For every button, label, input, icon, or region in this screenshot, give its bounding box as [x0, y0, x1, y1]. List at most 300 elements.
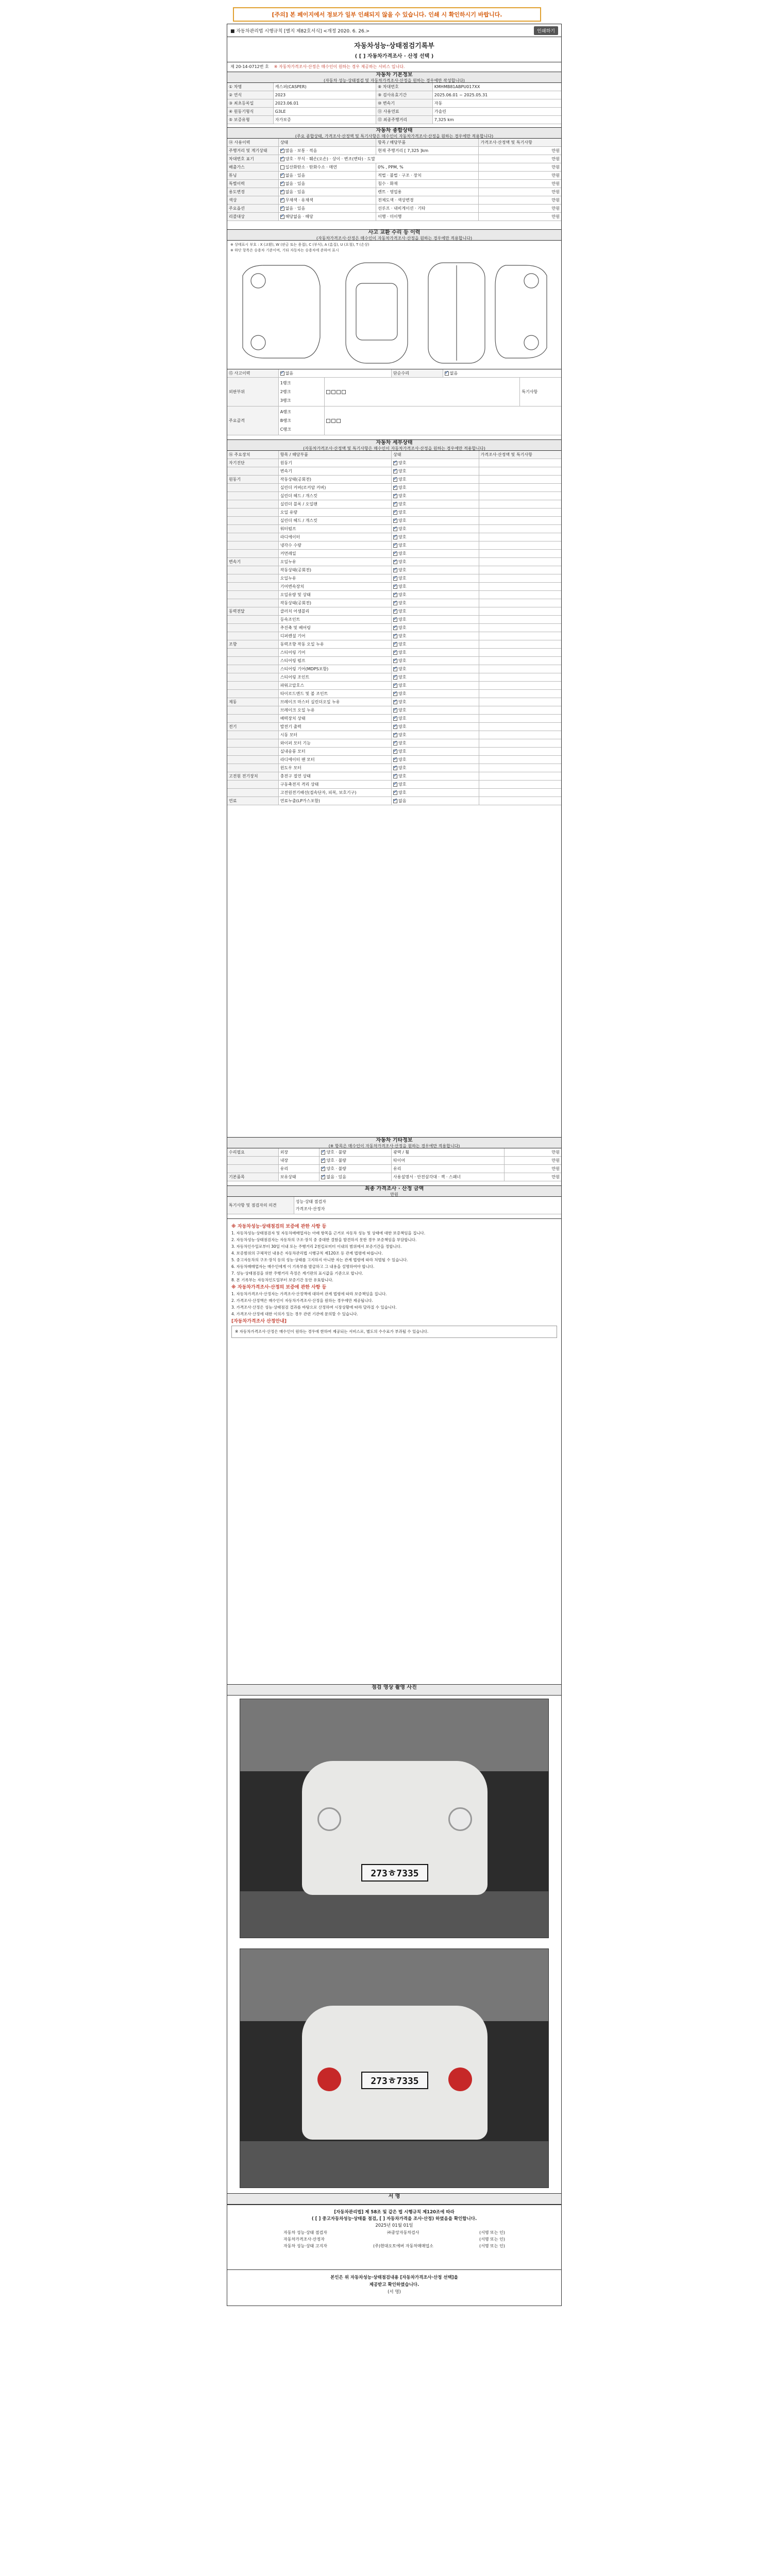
other-info-table	[227, 1148, 561, 1181]
checkbox-icon[interactable]	[393, 568, 397, 572]
cell-label: 외판부위	[227, 378, 279, 406]
checkbox-icon[interactable]	[280, 190, 284, 194]
checkbox-icon[interactable]	[393, 651, 397, 655]
device-state	[392, 640, 479, 648]
price-cell	[479, 789, 562, 796]
checkbox-icon[interactable]	[393, 609, 397, 614]
checkbox-icon[interactable]	[321, 1150, 325, 1155]
photo-header	[227, 1684, 561, 1696]
checkbox-icon[interactable]	[393, 766, 397, 770]
cell-value: 사용설명서 · 안전삼각대 · 잭 · 스패너	[392, 1173, 505, 1181]
basic-info-table	[227, 83, 561, 124]
checkbox-icon[interactable]	[393, 478, 397, 482]
state-label: 양호	[398, 741, 407, 745]
device-state	[392, 492, 479, 500]
device-state	[392, 764, 479, 772]
checkbox-icon[interactable]	[393, 799, 397, 803]
state-label: 양호	[398, 658, 407, 663]
cell-label: ③ 최초등록일	[227, 99, 274, 107]
cell-value: 침수 · 화재	[376, 180, 479, 188]
note-paragraph: 7. 성능·상태점검을 위한 주행거리 측정은 계기판의 표시값을 기준으로 합니다.	[231, 1271, 363, 1276]
checkbox-icon[interactable]	[321, 1175, 325, 1179]
column-header: 가격조사·산정액 및 특기사항	[479, 139, 561, 146]
table-row	[227, 509, 561, 517]
inspector-opinion: 성능·상태 점검자	[295, 1199, 326, 1204]
legend-symbols: ※ 상태표시 부호 : X (교환), W (판금 또는 용접), C (부식), A (흠집), U (요철), T (손상)	[230, 243, 369, 247]
column-header: 항목 / 해당부품	[279, 451, 392, 459]
device-item: 와이퍼 모터 기능	[279, 739, 392, 747]
device-state	[392, 739, 479, 747]
checkbox-icon[interactable]	[280, 157, 284, 161]
notice-bar	[233, 7, 541, 22]
device-item: 라디에이터 팬 모터	[279, 756, 392, 764]
device-item: 작동상태(공회전)	[279, 476, 392, 483]
table-row	[227, 378, 561, 406]
table-row	[227, 1173, 561, 1181]
warranty-title: ※ 자동차성능·상태점검의 보증에 관한 사항 등	[231, 1224, 327, 1229]
device-item: 라디에이터	[279, 533, 392, 541]
price-cell	[479, 624, 562, 632]
table-row	[227, 83, 561, 91]
table-row	[227, 369, 561, 378]
photo-ground	[240, 1891, 548, 1938]
checkbox-icon[interactable]	[342, 390, 346, 394]
device-group-label	[227, 525, 279, 533]
checkbox-icon[interactable]	[393, 791, 397, 795]
table-row	[227, 517, 561, 525]
checkbox-icon[interactable]	[393, 544, 397, 548]
note-paragraph: 3. 가격조사·산정은 성능·상태점검 결과를 바탕으로 산정하며 시장상황에 따라 달라질 수 있습니다.	[231, 1305, 397, 1310]
state-label: 양호	[398, 469, 407, 473]
device-group-label	[227, 616, 279, 623]
note-paragraph: 2. 가격조사·산정액은 매수인이 자동차가격조사·산정을 원하는 경우에만 제공됩니다.	[231, 1298, 373, 1303]
final-price-title: 최종 가격조사 · 산정 금액	[364, 1186, 424, 1192]
table-row	[227, 624, 561, 632]
basic-info-header	[227, 72, 561, 83]
signer-name: (주)현대오토에버 자동차매매업소	[373, 2244, 433, 2248]
checkbox-icon[interactable]	[393, 642, 397, 647]
cell-value: 만원	[551, 165, 560, 170]
state-label: 양호	[398, 683, 407, 688]
state-label: 양호	[398, 700, 407, 704]
print-button[interactable]: 인쇄하기	[534, 26, 558, 35]
column-header: 가격조사·산정액 및 특기사항	[479, 451, 562, 459]
signature-title: 서 명	[388, 2194, 400, 2199]
table-row	[227, 1148, 561, 1157]
state-label: 양호	[398, 667, 407, 671]
device-state	[392, 484, 479, 492]
cell-value: 보유상태	[279, 1173, 320, 1181]
device-state	[392, 624, 479, 632]
checkbox-icon[interactable]	[393, 527, 397, 531]
checkbox-icon[interactable]	[393, 725, 397, 729]
device-item: 원동기	[279, 459, 392, 467]
cell-value: 만원	[551, 157, 560, 161]
cell-value	[443, 369, 561, 377]
checkbox-icon[interactable]	[393, 486, 397, 490]
checkbox-icon[interactable]	[393, 692, 397, 696]
checkbox-icon[interactable]	[393, 511, 397, 515]
signature-field[interactable]: (서명 또는 인)	[479, 2237, 505, 2242]
cell-value	[279, 172, 376, 179]
device-group-label	[227, 649, 279, 656]
table-header-row	[227, 451, 561, 459]
taillight-icon	[448, 2067, 472, 2091]
state-label: 양호	[398, 485, 407, 490]
state-label: 양호	[398, 527, 407, 531]
state-label: 양호	[398, 592, 407, 597]
cell-label: ② 연식	[227, 91, 274, 99]
device-state	[392, 789, 479, 796]
checkbox-icon[interactable]	[393, 717, 397, 721]
cell-value: 전체도색 · 색상변경	[376, 196, 479, 204]
state-label: 양호	[398, 749, 407, 754]
device-item: 오일 유량	[279, 509, 392, 516]
state-options: 일산화탄소 · 탄화수소 · 매연	[285, 165, 337, 170]
note-paragraph: 4. 가격조사·산정에 대한 이의가 있는 경우 관련 기관에 문의할 수 있습니다.	[231, 1312, 358, 1316]
device-item: 오일유량 및 상태	[279, 591, 392, 599]
device-item: 오일누유	[279, 558, 392, 566]
checkbox-icon[interactable]	[280, 182, 284, 186]
price-cell	[479, 484, 562, 492]
checkbox-icon[interactable]	[393, 469, 397, 473]
state-label: 양호	[398, 568, 407, 572]
device-state	[392, 715, 479, 722]
device-state	[392, 797, 479, 805]
device-group-label	[227, 789, 279, 796]
detail-state-title: 자동차 세부상태	[376, 440, 413, 446]
cell-value: KMHMB81ABPU017XX	[434, 84, 480, 89]
table-row	[227, 459, 561, 467]
table-row	[227, 599, 561, 607]
device-item: 발전기 출력	[279, 723, 392, 731]
device-item: 동력조향 작동 오일 누유	[279, 640, 392, 648]
device-group-label	[227, 715, 279, 722]
checkbox-icon[interactable]	[331, 419, 335, 423]
cell-value: 선루프 · 내비게이션 · 기타	[376, 205, 479, 212]
checkbox-icon[interactable]	[337, 419, 341, 423]
cell-value: 자동	[434, 101, 443, 106]
state-label: 양호	[398, 766, 407, 770]
checkbox-icon[interactable]	[393, 552, 397, 556]
device-group-label	[227, 541, 279, 549]
price-cell	[479, 764, 562, 772]
basic-info-subtitle: (자동차 성능·상태점검 및 자동차가격조사·산정을 원하는 경우에만 작성합니다)	[324, 78, 465, 83]
table-row	[227, 492, 561, 500]
device-item: 윈도우 모터	[279, 764, 392, 772]
device-state	[392, 533, 479, 541]
checkbox-icon[interactable]	[393, 461, 397, 465]
device-item: 고전원전기배선(접속단자, 피복, 보호기구)	[279, 789, 392, 796]
price-cell	[479, 591, 562, 599]
checkbox-icon[interactable]	[326, 390, 330, 394]
price-cell	[479, 558, 562, 566]
checkbox-icon[interactable]	[393, 560, 397, 564]
device-group-label	[227, 550, 279, 557]
overall-state-subtitle: (주요 종합상태, 가격조사·산정액 및 특기사항은 매수인이 자동차가격조사·산정을 원하는 경우에만 적용합니다)	[295, 134, 494, 139]
state-label: 양호	[398, 650, 407, 655]
table-row	[227, 583, 561, 591]
checkbox-icon[interactable]	[393, 758, 397, 762]
device-group-label: 연료	[227, 797, 279, 805]
table-row	[227, 1165, 561, 1173]
cell-value: 적법 · 불법 · 구조 · 장치	[376, 172, 479, 179]
cell-value: 캐스퍼(CASPER)	[274, 83, 376, 91]
table-row	[227, 698, 561, 706]
device-item: 실린더 블록 / 오일팬	[279, 500, 392, 508]
device-state	[392, 706, 479, 714]
state-label: 양호	[398, 782, 407, 787]
device-group-label	[227, 467, 279, 475]
notice-text: [주의] 본 페이지에서 정보가 일부 인쇄되지 않을 수 있습니다. 인쇄 시 확인하시기 바랍니다.	[272, 11, 502, 18]
cell-value: 만원	[551, 148, 560, 153]
note-paragraph: 6. 자동차매매업자는 매수인에게 이 기록부를 발급하고 그 내용을 설명하여야 합니다.	[231, 1264, 375, 1269]
device-group-label	[227, 484, 279, 492]
table-row	[227, 541, 561, 550]
checkbox-icon[interactable]	[280, 215, 284, 219]
price-cell	[479, 583, 562, 590]
state-options: 없음 · 있음	[285, 181, 306, 186]
device-state	[392, 632, 479, 640]
other-info-header	[227, 1137, 561, 1148]
checkbox-icon[interactable]	[321, 1167, 325, 1171]
rank-label: 2랭크	[280, 389, 291, 394]
rank-label: 3랭크	[280, 398, 291, 403]
checkbox-icon[interactable]	[393, 675, 397, 680]
cell-label	[227, 1157, 279, 1164]
cell-value: 2023.06.01	[274, 99, 376, 107]
left-side-view	[243, 265, 320, 358]
checkbox-icon[interactable]	[280, 371, 284, 376]
cell-value: 이행 · 미이행	[376, 213, 479, 221]
buyer-statement: 본인은 위 자동차성능·상태점검내용 [자동차가격조사·산정 선택]을	[330, 2275, 458, 2280]
checkbox-icon[interactable]	[393, 783, 397, 787]
state-label: 양호	[398, 774, 407, 778]
device-state	[392, 467, 479, 475]
device-state	[392, 772, 479, 780]
checkbox-icon[interactable]	[280, 165, 284, 170]
cell-label: ⑤ 보증유형	[227, 116, 274, 124]
checkbox-icon[interactable]	[393, 502, 397, 506]
checkbox-icon[interactable]	[393, 684, 397, 688]
rank-list	[279, 378, 325, 406]
detail-state-table	[227, 451, 561, 805]
cell-value: 만원	[551, 1166, 560, 1171]
device-item: 실린더 커버(로커암 커버)	[279, 484, 392, 492]
checkbox-icon[interactable]	[393, 659, 397, 663]
device-group-label: 동력전달	[227, 607, 279, 615]
device-state	[392, 649, 479, 656]
appraisal-warranty-title: ※ 자동차가격조사·산정의 보증에 관한 사항 등	[231, 1285, 327, 1290]
table-row	[227, 682, 561, 690]
price-cell	[479, 698, 562, 706]
vehicle-diagram	[227, 241, 561, 369]
warranty-notes	[227, 1218, 561, 1682]
table-row	[227, 550, 561, 558]
checkbox-icon[interactable]	[331, 390, 335, 394]
checkbox-icon[interactable]	[393, 634, 397, 638]
cell-label: ⑩ 변속기	[376, 99, 433, 107]
checkbox-icon[interactable]	[280, 198, 284, 202]
checkbox-icon[interactable]	[280, 149, 284, 153]
table-row	[227, 108, 561, 116]
cell-value: 2025.06.01 ~ 2025.05.31	[434, 93, 488, 97]
note-paragraph: 2. 자동차성능·상태점검자는 자동차의 구조·장치 중 중대한 결함을 발견하지 못한 경우 보증책임을 부담합니다.	[231, 1238, 417, 1242]
checkbox-icon[interactable]	[393, 733, 397, 737]
column-header: ⑯ 주요장치	[227, 451, 279, 459]
wheel-icon	[251, 274, 265, 288]
buyer-signature[interactable]: (서 명)	[388, 2290, 401, 2295]
checkbox-icon[interactable]	[393, 593, 397, 597]
appraisal-guide-title: [자동차가격조사 산정안내]	[231, 1319, 287, 1324]
table-row	[227, 715, 561, 723]
cell-value: 만원	[551, 1150, 560, 1155]
state-options: 양호 · 불량	[326, 1166, 347, 1171]
table-row	[227, 155, 561, 163]
price-cell	[479, 525, 562, 533]
cell-value	[320, 1148, 392, 1156]
table-row	[227, 748, 561, 756]
table-row	[227, 1157, 561, 1165]
device-group-label	[227, 665, 279, 673]
accident-value: 없음	[285, 371, 294, 376]
cell-label: ① 차명	[227, 83, 274, 91]
front-photo	[240, 1699, 549, 1938]
device-state	[392, 566, 479, 574]
checkbox-icon[interactable]	[337, 390, 341, 394]
checkbox-icon[interactable]	[280, 174, 284, 178]
cell-value: 2023	[274, 91, 376, 99]
column-header: ⑭ 사용이력	[227, 139, 279, 146]
checkbox-icon[interactable]	[393, 494, 397, 498]
cell-value: 외장	[279, 1148, 320, 1156]
sub-info	[227, 62, 561, 71]
cell-label: ⑮ 사고이력	[227, 369, 279, 377]
cell-label: 배출가스	[227, 163, 279, 171]
signer-role: 자동차 성능·상태 점검자	[283, 2230, 327, 2235]
table-row	[227, 665, 561, 673]
column-header: 항목 / 해당부품	[376, 139, 479, 146]
state-label: 양호	[398, 790, 407, 795]
state-options: 양호 · 부식 · 훼손(오손) · 상이 · 변조(변타) · 도말	[285, 157, 375, 161]
state-label: 양호	[398, 757, 407, 762]
cell-value	[279, 188, 376, 196]
headlight-icon	[317, 1807, 341, 1831]
device-state	[392, 682, 479, 689]
price-cell	[479, 599, 562, 607]
warranty-paragraphs	[231, 1231, 557, 1283]
state-options: 없음 · 있음	[285, 190, 306, 194]
table-row	[227, 213, 561, 221]
checkbox-icon[interactable]	[393, 519, 397, 523]
state-label: 양호	[398, 609, 407, 614]
checkbox-icon[interactable]	[393, 700, 397, 704]
checkbox-icon[interactable]	[393, 601, 397, 605]
device-state	[392, 673, 479, 681]
device-group-label	[227, 706, 279, 714]
cell-label: 특기사항 및 점검자의 의견	[227, 1197, 294, 1214]
device-item: 클러치 어셈블리	[279, 607, 392, 615]
state-label: 양호	[398, 510, 407, 515]
checkbox-icon[interactable]	[326, 419, 330, 423]
checkbox-icon[interactable]	[393, 774, 397, 778]
device-state	[392, 616, 479, 623]
table-row	[227, 772, 561, 781]
checkbox-icon[interactable]	[393, 577, 397, 581]
checkbox-icon[interactable]	[393, 535, 397, 539]
price-cell	[479, 797, 562, 805]
device-item: 워터펌프	[279, 525, 392, 533]
checkbox-icon[interactable]	[393, 585, 397, 589]
signer-name: ㈜중앙자동차검사	[387, 2230, 419, 2235]
checkbox-icon[interactable]	[393, 708, 397, 713]
table-row	[227, 706, 561, 715]
table-row	[227, 172, 561, 180]
price-cell	[479, 509, 562, 516]
cell-label: 주요골격	[227, 406, 279, 435]
cell-value: 만원	[551, 206, 560, 211]
checkbox-icon[interactable]	[393, 618, 397, 622]
table-row	[227, 188, 561, 196]
checkbox-icon[interactable]	[393, 626, 397, 630]
device-group-label: 제동	[227, 698, 279, 706]
wheel-icon	[524, 335, 539, 350]
device-state	[392, 599, 479, 607]
checkbox-icon[interactable]	[393, 741, 397, 745]
checkbox-icon[interactable]	[393, 667, 397, 671]
signature-field[interactable]: (서명 또는 인)	[479, 2230, 505, 2235]
price-cell	[479, 715, 562, 722]
checkbox-icon[interactable]	[321, 1159, 325, 1163]
state-label: 양호	[398, 477, 407, 482]
device-item: 디퍼렌셜 기어	[279, 632, 392, 640]
cell-value	[320, 1157, 392, 1164]
price-cell	[479, 517, 562, 524]
checkbox-icon[interactable]	[280, 207, 284, 211]
table-row	[227, 558, 561, 566]
overall-state-header	[227, 127, 561, 139]
checkbox-icon[interactable]	[393, 750, 397, 754]
price-cell	[479, 616, 562, 623]
device-state	[392, 550, 479, 557]
table-row	[227, 533, 561, 541]
table-row	[227, 163, 561, 172]
cell-value	[279, 180, 376, 188]
device-state	[392, 459, 479, 467]
table-row	[227, 91, 561, 99]
table-row	[227, 632, 561, 640]
device-state	[392, 748, 479, 755]
cell-value: 0% , PPM, %	[376, 163, 479, 171]
device-group-label	[227, 748, 279, 755]
license-plate: 273ㅎ7335	[361, 2072, 428, 2089]
top-view	[346, 263, 408, 363]
table-row	[227, 723, 561, 731]
cell-label: 차대번호 표기	[227, 155, 279, 163]
cell-value: 만원	[551, 190, 560, 194]
cell-value: 타이어	[392, 1157, 505, 1164]
signature-field[interactable]: (서명 또는 인)	[479, 2244, 505, 2248]
rank-label: A랭크	[280, 410, 291, 414]
checkbox-icon[interactable]	[445, 371, 449, 376]
simple-repair-value: 없음	[449, 371, 458, 376]
signature-area	[227, 2205, 561, 2269]
device-item: 스티어링 기어	[279, 649, 392, 656]
state-label: 양호	[398, 708, 407, 713]
table-row	[227, 756, 561, 764]
table-row	[227, 180, 561, 188]
cell-label: ④ 원동기형식	[227, 108, 274, 115]
